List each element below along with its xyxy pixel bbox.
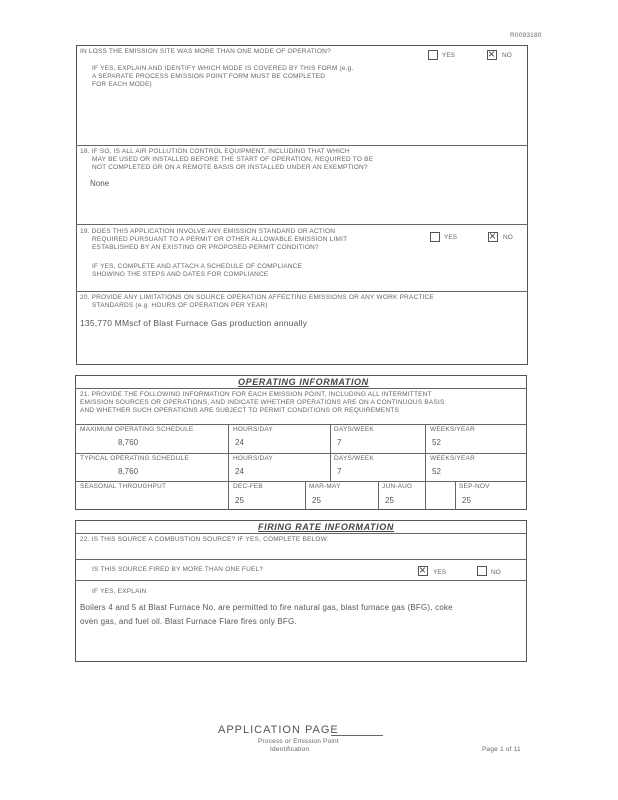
typical-weeks-year-label: WEEKS/YEAR [430, 455, 475, 462]
explain-label: IF YES, EXPLAIN [92, 588, 147, 595]
typical-schedule-label: TYPICAL OPERATING SCHEDULE [80, 455, 189, 462]
multi-mode-instruction-2: A SEPARATE PROCESS EMISSION POINT FORM MUST BE COMPLETED [92, 73, 326, 80]
max-days-week-value[interactable]: 7 [337, 438, 342, 447]
divider [75, 580, 527, 581]
combustion-question: 22. IS THIS SOURCE A COMBUSTION SOURCE? IF YES, COMPLETE BELOW. [80, 536, 329, 543]
max-schedule-label: MAXIMUM OPERATING SCHEDULE [80, 426, 194, 433]
firing-rate-title: FIRING RATE INFORMATION [258, 522, 394, 532]
multi-mode-question: IN LOSS THE EMISSION SITE WAS MORE THAN ONE MODE OF OPERATION? [80, 48, 331, 55]
schedule-question-line-4: IF YES, COMPLETE AND ATTACH A SCHEDULE OF COMPLIANCE [92, 263, 303, 270]
limits-question-line-1: 20. PROVIDE ANY LIMITATIONS ON SOURCE OPERATION AFFECTING EMISSIONS OR ANY WORK PRACTICE [80, 294, 434, 301]
table-line [228, 424, 229, 510]
page-number-line [331, 735, 383, 736]
table-line [425, 424, 426, 510]
schedule-yes-label: YES [444, 234, 458, 241]
operating-info-title: OPERATING INFORMATION [238, 377, 369, 387]
multi-fuel-yes-checkbox[interactable] [418, 566, 428, 576]
multi-mode-yes-label: YES [442, 52, 456, 59]
table-line [330, 424, 331, 481]
schedule-no-checkbox[interactable] [488, 232, 498, 242]
max-days-week-label: DAYS/WEEK [334, 426, 374, 433]
max-hours-day-label: HOURS/DAY [233, 426, 273, 433]
limits-question-line-2: STANDARDS (e.g. HOURS OF OPERATION PER YEAR) [92, 302, 268, 309]
seasonal-sep-nov-label: SEP-NOV [459, 483, 490, 490]
control-question-line-1: 18. IF SO, IS ALL AIR POLLUTION CONTROL EQUIPMENT, INCLUDING THAT WHICH [80, 148, 350, 155]
table-line [75, 481, 527, 482]
typical-hours-day-value[interactable]: 24 [235, 467, 244, 476]
seasonal-mar-may-value[interactable]: 25 [312, 496, 321, 505]
typical-schedule-value[interactable]: 8,760 [118, 467, 139, 476]
operating-intro-1: 21. PROVIDE THE FOLLOWING INFORMATION FOR EACH EMISSION POINT, INCLUDING ALL INTERMITTENT [80, 391, 432, 398]
divider [76, 224, 528, 225]
multi-fuel-no-label: NO [491, 569, 501, 576]
table-line [378, 481, 379, 510]
seasonal-jun-aug-label: JUN-AUG [382, 483, 413, 490]
multi-mode-instruction-3: FOR EACH MODE) [92, 81, 152, 88]
footer-subtitle-1: Process or Emission Point [258, 738, 339, 745]
divider [75, 388, 527, 389]
table-line [75, 424, 527, 425]
typical-days-week-label: DAYS/WEEK [334, 455, 374, 462]
max-hours-day-value[interactable]: 24 [235, 438, 244, 447]
schedule-question-line-2: REQUIRED PURSUANT TO A PERMIT OR OTHER ALLOWABLE EMISSION LIMIT [92, 236, 348, 243]
control-question-line-3: NOT COMPLETED OR ON A REMOTE BASIS OR INSTALLED UNDER AN EXEMPTION? [92, 164, 368, 171]
typical-days-week-value[interactable]: 7 [337, 467, 342, 476]
document-id: R0093180 [510, 32, 542, 39]
schedule-question-line-3: ESTABLISHED BY AN EXISTING OR PROPOSED PERMIT CONDITION? [92, 244, 319, 251]
table-line [75, 453, 527, 454]
typical-weeks-year-value[interactable]: 52 [432, 467, 441, 476]
max-weeks-year-label: WEEKS/YEAR [430, 426, 475, 433]
multi-mode-yes-checkbox[interactable] [428, 50, 438, 60]
control-answer[interactable]: None [90, 179, 110, 188]
firing-answer-line-1[interactable]: Boilers 4 and 5 at Blast Furnace No. are permitted to fire natural gas, blast furnace gas (BFG), coke [80, 603, 453, 612]
application-page-title: APPLICATION PAGE [218, 724, 339, 736]
max-schedule-value[interactable]: 8,760 [118, 438, 139, 447]
footer-subtitle-2: Identification [270, 746, 310, 753]
limits-answer[interactable]: 135,770 MMscf of Blast Furnace Gas production annually [80, 318, 308, 328]
seasonal-mar-may-label: MAR-MAY [309, 483, 341, 490]
divider [76, 145, 528, 146]
operating-intro-2: EMISSION SOURCES OR OPERATIONS, AND INDICATE WHETHER OPERATIONS ARE ON A CONTINUOUS BASIS [80, 399, 445, 406]
divider [75, 559, 527, 560]
emission-info-box [76, 45, 528, 365]
divider [76, 291, 528, 292]
firing-answer-line-2[interactable]: oven gas, and fuel oil. Blast Furnace Flare fires only BFG. [80, 617, 297, 626]
schedule-no-label: NO [503, 234, 513, 241]
seasonal-label: SEASONAL THROUGHPUT [80, 483, 167, 490]
multi-fuel-no-checkbox[interactable] [477, 566, 487, 576]
multi-fuel-yes-label: YES [433, 569, 447, 576]
operating-intro-3: AND WHETHER SUCH OPERATIONS ARE SUBJECT TO PERMIT CONDITIONS OR REQUIREMENTS [80, 407, 400, 414]
page-counter: Page 1 of 11 [482, 746, 521, 753]
max-weeks-year-value[interactable]: 52 [432, 438, 441, 447]
table-line [305, 481, 306, 510]
divider [75, 533, 527, 534]
schedule-yes-checkbox[interactable] [430, 232, 440, 242]
multi-fuel-question: IS THIS SOURCE FIRED BY MORE THAN ONE FUEL? [92, 566, 264, 573]
seasonal-dec-feb-label: DEC-FEB [233, 483, 263, 490]
schedule-question-line-1: 19. DOES THIS APPLICATION INVOLVE ANY EMISSION STANDARD OR ACTION [80, 228, 336, 235]
multi-mode-instruction-1: IF YES, EXPLAIN AND IDENTIFY WHICH MODE IS COVERED BY THIS FORM (e.g. [92, 65, 354, 72]
schedule-question-line-5: SHOWING THE STEPS AND DATES FOR COMPLIANCE [92, 271, 269, 278]
typical-hours-day-label: HOURS/DAY [233, 455, 273, 462]
multi-mode-no-label: NO [502, 52, 512, 59]
table-line [455, 481, 456, 510]
seasonal-dec-feb-value[interactable]: 25 [235, 496, 244, 505]
control-question-line-2: MAY BE USED OR INSTALLED BEFORE THE START OF OPERATION, REQUIRED TO BE [92, 156, 374, 163]
multi-mode-no-checkbox[interactable] [487, 50, 497, 60]
seasonal-jun-aug-value[interactable]: 25 [385, 496, 394, 505]
seasonal-sep-nov-value[interactable]: 25 [462, 496, 471, 505]
